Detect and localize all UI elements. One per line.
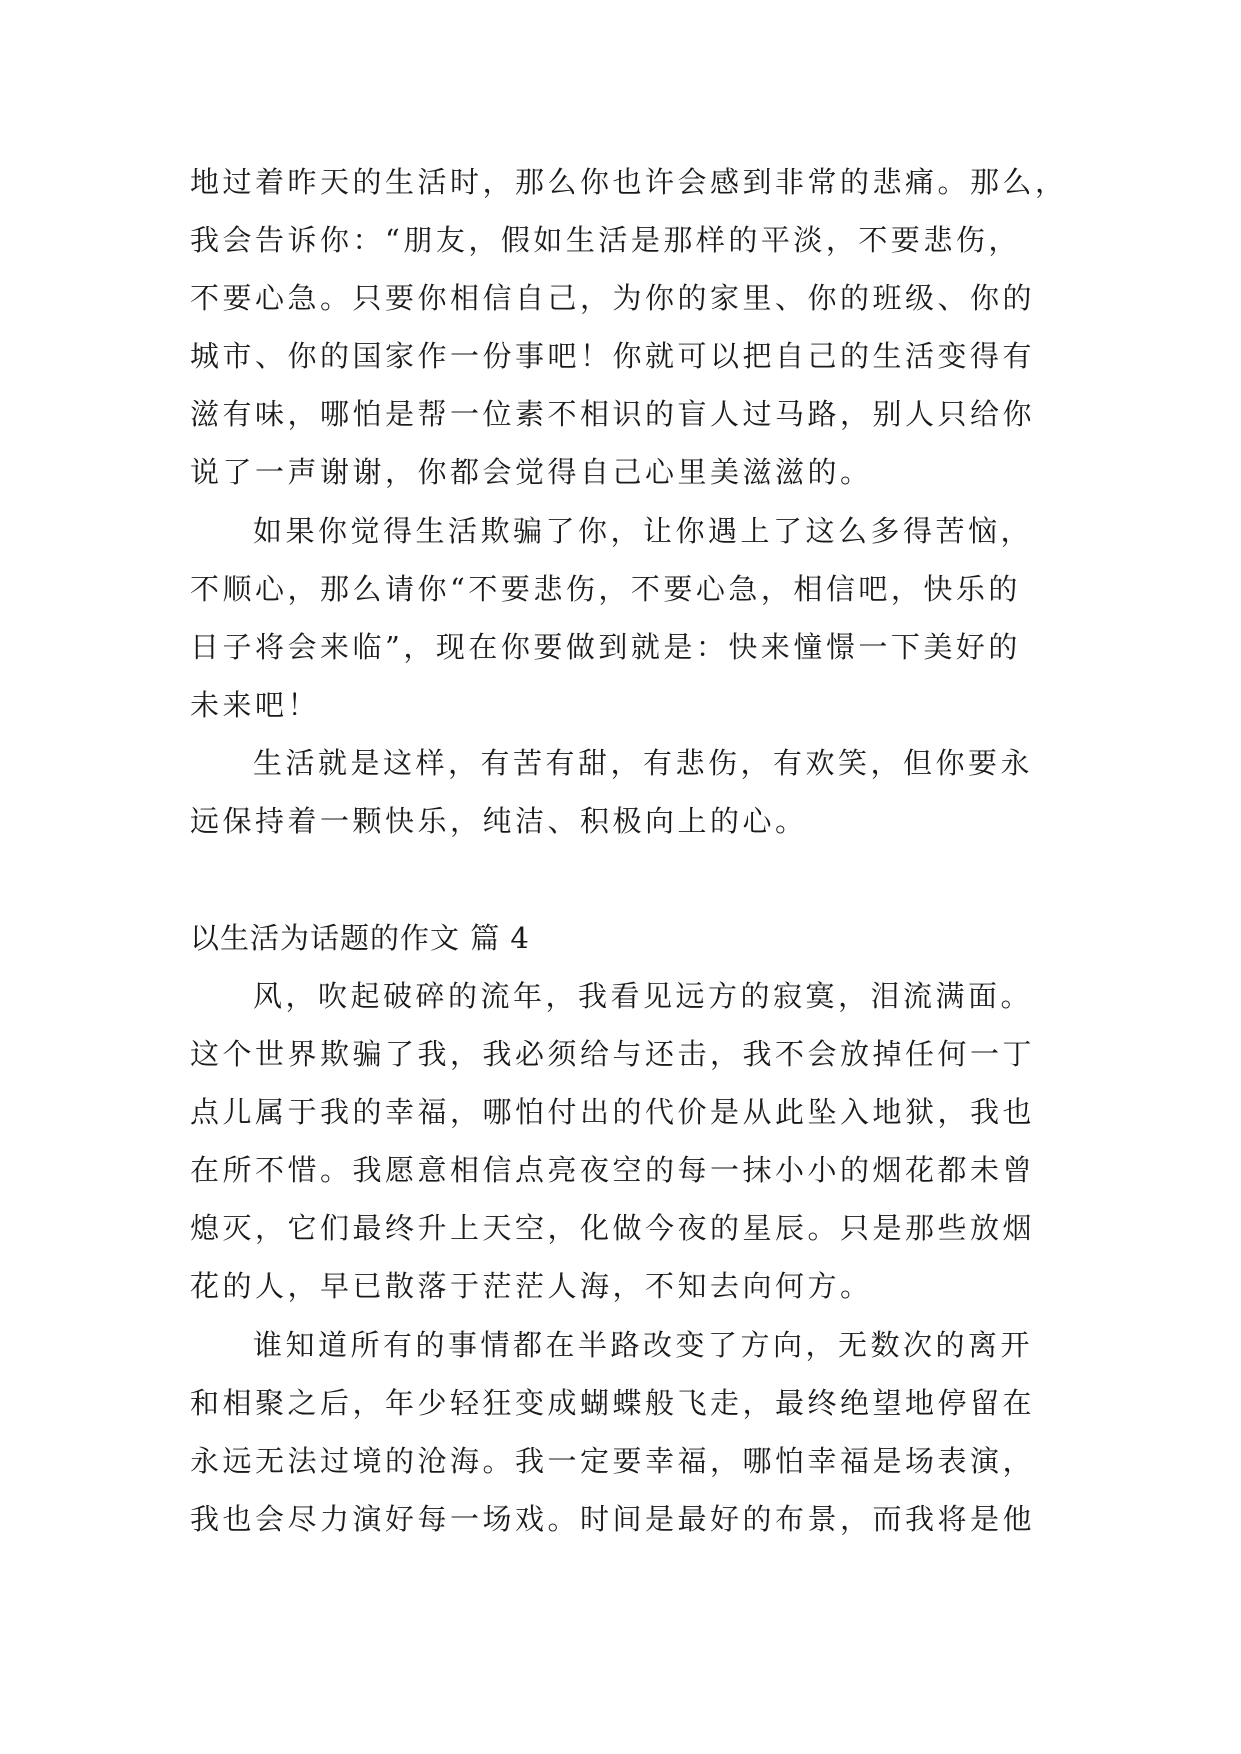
paragraph-line: 我也会尽力演好每一场戏。时间是最好的布景，而我将是他 xyxy=(190,1502,1036,1536)
paragraph-line: 生活就是这样，有苦有甜，有悲伤，有欢笑，但你要永 xyxy=(253,746,1034,780)
paragraph-line: 地过着昨天的生活时，那么你也许会感到非常的悲痛。那么， xyxy=(190,165,1068,199)
paragraph-line: 熄灭，它们最终升上天空，化做今夜的星辰。只是那些放烟 xyxy=(190,1211,1036,1245)
paragraph-line: 滋有味，哪怕是帮一位素不相识的盲人过马路，别人只给你 xyxy=(190,397,1036,431)
paragraph-line: 日子将会来临”，现在你要做到就是：快来憧憬一下美好的 xyxy=(190,630,1021,664)
paragraph-line: 说了一声谢谢，你都会觉得自己心里美滋滋的。 xyxy=(190,455,873,489)
paragraph-line: 远保持着一颗快乐，纯洁、积极向上的心。 xyxy=(190,804,808,838)
paragraph-line: 和相聚之后，年少轻狂变成蝴蝶般飞走，最终绝望地停留在 xyxy=(190,1386,1036,1420)
paragraph-line: 风，吹起破碎的流年，我看见远方的寂寞，泪流满面。 xyxy=(253,979,1034,1013)
paragraph-line: 永远无法过境的沧海。我一定要幸福，哪怕幸福是场表演， xyxy=(190,1444,1036,1478)
paragraph-line: 点儿属于我的幸福，哪怕付出的代价是从此坠入地狱，我也 xyxy=(190,1095,1036,1129)
paragraph-line: 城市、你的国家作一份事吧！你就可以把自己的生活变得有 xyxy=(190,339,1036,373)
paragraph-line: 不顺心，那么请你“不要悲伤，不要心急，相信吧，快乐的 xyxy=(190,572,1021,606)
paragraph-line: 花的人，早已散落于茫茫人海，不知去向何方。 xyxy=(190,1269,873,1303)
paragraph-line: 如果你觉得生活欺骗了你，让你遇上了这么多得苦恼， xyxy=(253,514,1034,548)
section-heading: 以生活为话题的作文 篇 4 xyxy=(190,921,530,955)
paragraph-line: 谁知道所有的事情都在半路改变了方向，无数次的离开 xyxy=(253,1328,1034,1362)
paragraph-line: 在所不惜。我愿意相信点亮夜空的每一抹小小的烟花都未曾 xyxy=(190,1153,1036,1187)
paragraph-line: 不要心急。只要你相信自己，为你的家里、你的班级、你的 xyxy=(190,281,1036,315)
paragraph-line: 这个世界欺骗了我，我必须给与还击，我不会放掉任何一丁 xyxy=(190,1037,1036,1071)
paragraph-line: 我会告诉你：“朋友，假如生活是那样的平淡，不要悲伤， xyxy=(190,223,1021,257)
paragraph-line: 未来吧！ xyxy=(190,688,321,722)
